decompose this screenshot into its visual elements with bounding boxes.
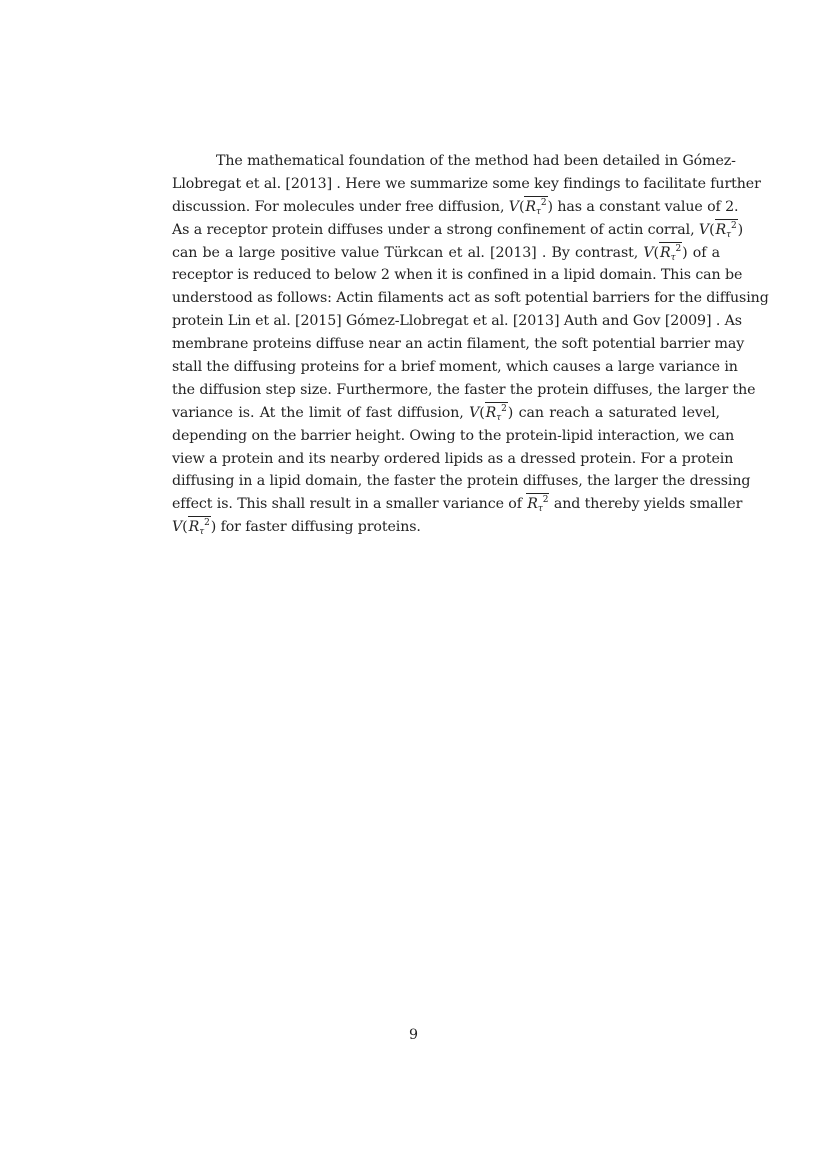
text-run: of a xyxy=(692,244,720,261)
text-run: stall the diffusing proteins for a brief moment, which causes a large variance in xyxy=(172,359,738,376)
text-run: The mathematical foundation of the method had been detailed in Gómez- xyxy=(216,153,736,169)
paragraph-line xyxy=(172,425,735,448)
paragraph-line xyxy=(172,333,745,356)
paragraph-line xyxy=(172,493,743,516)
text-run: variance is. At the limit of fast diffusion, xyxy=(172,404,464,421)
text-run: view a protein and its nearby ordered lipids as a dressed protein. For a protein xyxy=(172,450,734,467)
paragraph-line xyxy=(172,242,720,265)
text-run: can be a large positive value Türkcan et al. [2013] . By contrast, xyxy=(172,244,639,261)
paragraph-line-last xyxy=(172,516,720,539)
math-variance-expression: $V(R_\tau^2)$ xyxy=(172,518,217,538)
paragraph-line xyxy=(172,356,738,379)
paragraph-line xyxy=(172,470,751,493)
text-run: understood as follows: Actin filaments act as soft potential barriers for the diffusing xyxy=(172,290,769,307)
body-paragraph xyxy=(172,150,769,539)
paragraph-line xyxy=(172,402,720,425)
paragraph-line xyxy=(172,196,739,219)
paragraph-line xyxy=(172,264,743,287)
math-msd-term: $R_\tau^2$ xyxy=(527,495,549,515)
paragraph-line xyxy=(172,310,742,333)
math-variance-expression: $V(R_\tau^2)$ xyxy=(469,403,514,423)
math-variance-expression: $V(R_\tau^2)$ xyxy=(508,197,553,217)
text-run: for faster diffusing proteins. xyxy=(220,519,421,536)
text-run: discussion. For molecules under free diffusion, xyxy=(172,198,505,215)
paragraph-line xyxy=(172,173,761,196)
text-run: depending on the barrier height. Owing to the protein-lipid interaction, we can xyxy=(172,427,735,444)
paragraph-line xyxy=(172,379,756,402)
text-run: effect is. This shall result in a smaller variance of xyxy=(172,496,522,513)
math-variance-expression: $V(R_\tau^2)$ xyxy=(643,243,688,263)
paragraph-line xyxy=(172,150,736,173)
text-run: can reach a saturated level, xyxy=(518,404,720,421)
text-run: the diffusion step size. Furthermore, the faster the protein diffuses, the larger the xyxy=(172,381,756,398)
paragraph-line xyxy=(172,287,769,310)
math-variance-expression: $V(R_\tau^2)$ xyxy=(698,220,744,240)
page-number: 9 xyxy=(408,1027,419,1043)
text-run: has a constant value of 2. xyxy=(557,198,739,215)
text-run: membrane proteins diffuse near an actin filament, the soft potential barrier may xyxy=(172,336,745,353)
paragraph-line xyxy=(172,448,734,471)
paragraph-line xyxy=(172,219,744,242)
text-run: Llobregat et al. [2013] . Here we summarize some key findings to facilitate further xyxy=(172,175,761,192)
text-run: diffusing in a lipid domain, the faster the protein diffuses, the larger the dressing xyxy=(172,473,751,490)
text-run: As a receptor protein diffuses under a strong confinement of actin corral, xyxy=(172,221,695,238)
text-run: protein Lin et al. [2015] Gómez-Llobregat et al. [2013] Auth and Gov [2009] . As xyxy=(172,313,742,330)
text-run: receptor is reduced to below 2 when it is confined in a lipid domain. This can be xyxy=(172,267,743,284)
text-run: and thereby yields smaller xyxy=(553,496,743,513)
